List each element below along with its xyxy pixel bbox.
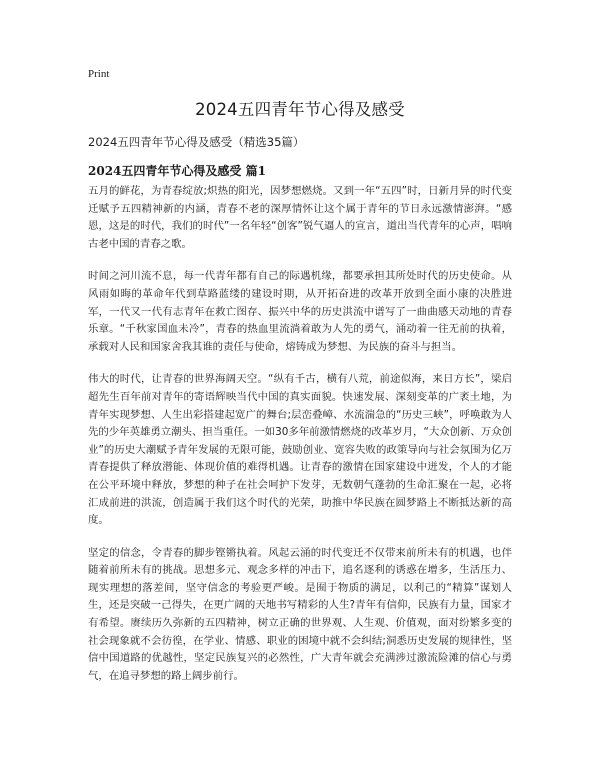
paragraph: 五月的鲜花，为青春绽放;炽热的阳光，因梦想燃烧。又到一年“五四”时，日新月异的时代变迁赋予五四精神新的内涵，青春不老的深厚情怀让这个属于青年的节日永远激情澎湃。“感恩，这是的时代，我们的时代”一名年轻“创客”锐气逼人的宣言，道出当代青年的心声，唱响古老中国的青春之歌。 [88, 185, 512, 250]
page-title: 2024五四青年节心得及感受 [195, 100, 405, 119]
paragraph: 坚定的信念，令青春的脚步铿锵执着。风起云涌的时代变迁不仅带来前所未有的机遇，也伴随着前所未有的挑战。思想多元、观念多样的冲击下，追名逐利的诱惑在增多，生活压力、现实理想的落差间，坚守信念的考验更严峻。是囿于物质的满足，以利己的“精算”谋划人生，还是突破一己得失，在更广阔的天地书写精彩的人生?青年有信仰，民族有力量，国家才有希望。赓续历久弥新的五四精神，树立正确的世界观、人生观、价值观，面对纷繁多变的社会现象就不会彷徨，在学业、情感、职业的困境中就不会纠结;洞悉历史发展的规律性，坚信中国道路的优越性，坚定民族复兴的必然性，广大青年就会充满涉过激流险滩的信心与勇气，在追寻梦想的路上阔步前行。 [88, 546, 512, 682]
document-subtitle: 2024五四青年节心得及感受（精选35篇） [88, 135, 305, 149]
print-link[interactable]: Print [88, 68, 110, 80]
article-body [88, 183, 512, 700]
section-heading: 2024五四青年节心得及感受 篇1 [88, 164, 266, 178]
paragraph: 伟大的时代，让青春的世界海阔天空。“纵有千古，横有八荒，前途似海，来日方长”，梁启超先生百年前对青年的寄语辉映当代中国的真实面貌。快速发展、深刻变革的广袤土地，为青年实现梦想、人生出彩搭建起宽广的舞台;层峦叠嶂、水流湍急的“历史三峡”，呼唤敢为人先的少年英雄勇立潮头、担当重任。一如30多年前激情燃烧的改革岁月，“大众创新、万众创业”的历史大潮赋予青年发展的无限可能，鼓励创业、宽容失败的政策导向与社会氛围为亿万青春提供了释放潜能、体现价值的难得机遇。让青春的激情在国家建设中迸发，个人的才能在公平环境中释放，梦想的种子在社会呵护下发芽，无数朝气蓬勃的生命汇聚在一起，必将汇成前进的洪流，创造属于我们这个时代的光荣，助推中华民族在圆梦路上不断抵达新的高度。 [88, 373, 512, 527]
paragraph: 时间之河川流不息，每一代青年都有自己的际遇机缘，都要承担其所处时代的历史使命。从风雨如晦的革命年代到草路蓝缕的建设时期，从开拓奋进的改革开放到全面小康的决胜进军，一代又一代有志青年在救亡图存、振兴中华的历史洪流中谱写了一曲曲感天动地的青春乐章。“千秋家国血未冷”，青春的热血里流淌着敢为人先的勇气，涌动着一往无前的执着，承载对人民和国家舍我其谁的责任与使命，熔铸成为梦想、为民族的奋斗与担当。 [88, 270, 512, 353]
